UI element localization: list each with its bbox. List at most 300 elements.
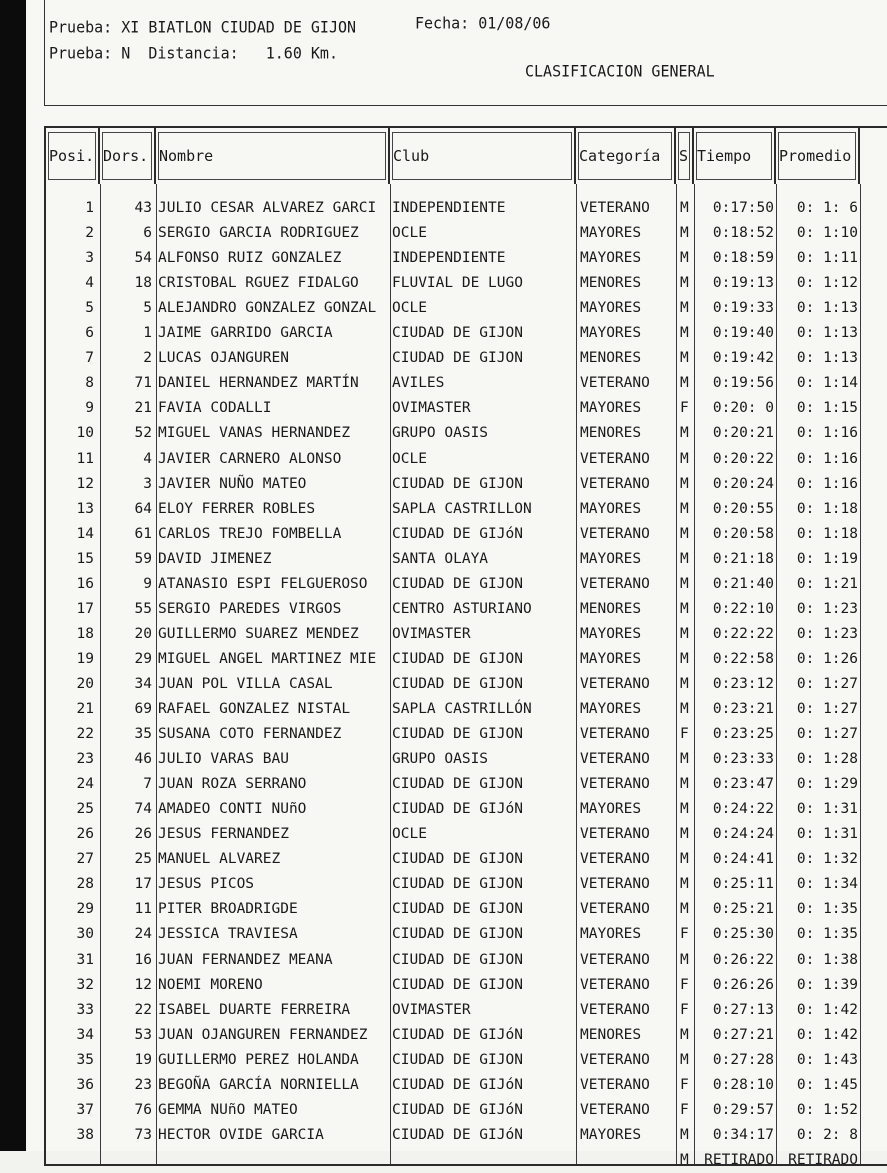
cell-promedio: 0: 1:31: [796, 801, 858, 818]
cell-club: CIUDAD DE GIJON: [392, 475, 523, 492]
cell-posi: 31: [76, 951, 94, 968]
table-row: [46, 246, 887, 271]
cell-club: OCLE: [392, 826, 427, 843]
cell-tiempo: 0:22:22: [712, 625, 774, 642]
cell-categoria: VETERANO: [580, 1051, 650, 1068]
table-row: [46, 747, 887, 772]
cell-club: [392, 1148, 576, 1173]
cell-sexo: F: [680, 1001, 689, 1018]
cell-posi: 17: [76, 600, 94, 617]
cell-nombre: ISABEL DUARTE FERREIRA: [158, 1001, 351, 1018]
cell-nombre: SUSANA COTO FERNANDEZ: [158, 726, 342, 743]
cell-dors: 7: [143, 776, 152, 793]
cell-posi: 37: [76, 1101, 94, 1118]
cell-promedio: 0: 1:13: [796, 325, 858, 342]
cell-posi: 29: [76, 901, 94, 918]
cell-tiempo: 0:24:24: [712, 826, 774, 843]
cell-sexo: M: [680, 801, 689, 818]
cell-posi: 14: [76, 525, 94, 542]
col-dors: Dors.: [100, 128, 156, 184]
cell-sexo: M: [680, 200, 689, 216]
cell-sexo: F: [680, 400, 689, 417]
cell-club: CIUDAD DE GIJóN: [392, 1026, 523, 1043]
cell-dors: 55: [134, 600, 152, 617]
cell-nombre: DAVID JIMENEZ: [158, 550, 272, 567]
cell-nombre: AMADEO CONTI NUñO: [158, 801, 307, 818]
cell-dors: 34: [134, 675, 152, 692]
cell-promedio: 0: 1:18: [796, 500, 858, 517]
cell-dors: 74: [134, 801, 152, 818]
cell-tiempo: 0:20:55: [712, 500, 774, 517]
cell-posi: 6: [85, 325, 94, 342]
cell-posi: 18: [76, 625, 94, 642]
cell-club: CIUDAD DE GIJON: [392, 876, 523, 893]
cell-sexo: F: [680, 976, 689, 993]
cell-nombre: GEMMA NUñO MATEO: [158, 1101, 298, 1118]
cell-dors: 20: [134, 625, 152, 642]
cell-promedio: 0: 1:42: [796, 1026, 858, 1043]
cell-promedio: 0: 1:13: [796, 300, 858, 317]
cell-nombre: FAVIA CODALLI: [158, 400, 272, 417]
cell-nombre: JULIO CESAR ALVAREZ GARCI: [158, 200, 377, 216]
cell-promedio: RETIRADO: [788, 1151, 858, 1168]
cell-posi: 10: [76, 425, 94, 442]
cell-dors: 29: [134, 650, 152, 667]
cell-sexo: M: [680, 375, 689, 392]
cell-dors: 23: [134, 1076, 152, 1093]
cell-posi: 7: [85, 350, 94, 367]
cell-nombre: JESUS PICOS: [158, 876, 255, 893]
col-categoria: Categoría: [576, 128, 676, 184]
cell-club: INDEPENDIENTE: [392, 250, 506, 267]
table-row: [46, 547, 887, 572]
cell-sexo: F: [680, 1101, 689, 1118]
report-title: CLASIFICACION GENERAL: [525, 61, 715, 81]
cell-club: GRUPO OASIS: [392, 425, 489, 442]
event-date: Fecha: 01/08/06: [415, 13, 551, 33]
cell-sexo: M: [680, 650, 689, 667]
cell-posi: 28: [76, 876, 94, 893]
cell-promedio: 0: 1:10: [796, 225, 858, 242]
cell-sexo: M: [680, 876, 689, 893]
table-row: [46, 321, 887, 346]
cell-dors: 4: [143, 450, 152, 467]
cell-club: CIUDAD DE GIJóN: [392, 801, 523, 818]
table-row: [46, 597, 887, 622]
cell-promedio: 0: 1:23: [796, 600, 858, 617]
cell-tiempo: 0:19:33: [712, 300, 774, 317]
table-row: [46, 672, 887, 697]
table-row: [46, 998, 887, 1023]
cell-dors: [100, 1148, 152, 1173]
cell-posi: 30: [76, 926, 94, 943]
document-header: [44, 0, 887, 106]
cell-categoria: VETERANO: [580, 826, 650, 843]
cell-club: CIUDAD DE GIJON: [392, 851, 523, 868]
cell-sexo: M: [680, 1151, 689, 1168]
cell-club: CIUDAD DE GIJON: [392, 575, 523, 592]
table-row: [46, 1048, 887, 1073]
cell-tiempo: 0:22:10: [712, 600, 774, 617]
cell-nombre: JUAN POL VILLA CASAL: [158, 675, 333, 692]
cell-categoria: MAYORES: [580, 650, 642, 667]
cell-tiempo: 0:21:40: [712, 575, 774, 592]
cell-categoria: VETERANO: [580, 876, 650, 893]
table-row: [46, 697, 887, 722]
cell-categoria: MAYORES: [580, 300, 642, 317]
cell-sexo: M: [680, 701, 689, 717]
cell-sexo: M: [680, 350, 689, 367]
cell-sexo: M: [680, 450, 689, 467]
cell-promedio: 0: 1:38: [796, 951, 858, 968]
cell-categoria: VETERANO: [580, 776, 650, 793]
cell-dors: 54: [134, 250, 152, 267]
cell-dors: 73: [134, 1126, 152, 1143]
cell-club: SAPLA CASTRILLÓN: [392, 701, 532, 717]
table-row: [46, 296, 887, 321]
cell-dors: 16: [134, 951, 152, 968]
table-row: [46, 897, 887, 922]
cell-categoria: VETERANO: [580, 726, 650, 743]
cell-categoria: MENORES: [580, 350, 642, 367]
col-nombre: Nombre: [156, 128, 390, 184]
cell-club: OVIMASTER: [392, 625, 471, 642]
cell-nombre: ALEJANDRO GONZALEZ GONZAL: [158, 300, 377, 317]
cell-categoria: VETERANO: [580, 575, 650, 592]
table-row: [46, 822, 887, 847]
cell-club: CIUDAD DE GIJóN: [392, 1076, 523, 1093]
table-row: [46, 722, 887, 747]
table-row: [46, 922, 887, 947]
cell-nombre: ATANASIO ESPI FELGUEROSO: [158, 575, 368, 592]
cell-promedio: 0: 1:12: [796, 275, 858, 292]
cell-categoria: VETERANO: [580, 450, 650, 467]
cell-categoria: VETERANO: [580, 375, 650, 392]
cell-posi: 9: [85, 400, 94, 417]
cell-club: CIUDAD DE GIJON: [392, 976, 523, 993]
cell-categoria: MAYORES: [580, 801, 642, 818]
cell-sexo: M: [680, 525, 689, 542]
cell-posi: 23: [76, 751, 94, 768]
cell-posi: 2: [85, 225, 94, 242]
cell-club: SAPLA CASTRILLON: [392, 500, 532, 517]
cell-posi: 16: [76, 575, 94, 592]
cell-sexo: F: [680, 726, 689, 743]
cell-nombre: JUAN OJANGUREN FERNANDEZ: [158, 1026, 368, 1043]
table-row: [46, 973, 887, 998]
cell-dors: 1: [143, 325, 152, 342]
cell-tiempo: 0:25:11: [712, 876, 774, 893]
cell-sexo: M: [680, 776, 689, 793]
table-row: [46, 1123, 887, 1148]
cell-nombre: GUILLERMO PEREZ HOLANDA: [158, 1051, 359, 1068]
cell-promedio: 0: 1:14: [796, 375, 858, 392]
cell-nombre: PITER BROADRIGDE: [158, 901, 298, 918]
cell-posi: 13: [76, 500, 94, 517]
scan-edge: [0, 0, 26, 1151]
cell-tiempo: 0:23:33: [712, 751, 774, 768]
cell-sexo: M: [680, 300, 689, 317]
cell-sexo: M: [680, 575, 689, 592]
cell-club: CIUDAD DE GIJON: [392, 776, 523, 793]
cell-dors: 43: [134, 200, 152, 216]
event-name: Prueba: XI BIATLON CIUDAD DE GIJON: [49, 17, 357, 37]
cell-tiempo: 0:20: 0: [712, 400, 774, 417]
cell-promedio: 0: 1:16: [796, 475, 858, 492]
cell-categoria: MAYORES: [580, 225, 642, 242]
cell-sexo: F: [680, 926, 689, 943]
cell-nombre: RAFAEL GONZALEZ NISTAL: [158, 701, 351, 717]
cell-categoria: MAYORES: [580, 550, 642, 567]
cell-sexo: M: [680, 751, 689, 768]
table-row: [46, 647, 887, 672]
col-posi: Posi.: [46, 128, 100, 184]
cell-dors: 2: [143, 350, 152, 367]
cell-nombre: LUCAS OJANGUREN: [158, 350, 289, 367]
cell-tiempo: 0:22:58: [712, 650, 774, 667]
cell-nombre: HECTOR OVIDE GARCIA: [158, 1126, 324, 1143]
cell-promedio: 0: 1:19: [796, 550, 858, 567]
cell-nombre: JUAN ROZA SERRANO: [158, 776, 307, 793]
cell-posi: 22: [76, 726, 94, 743]
cell-categoria: VETERANO: [580, 525, 650, 542]
cell-dors: 18: [134, 275, 152, 292]
cell-tiempo: 0:23:12: [712, 675, 774, 692]
cell-dors: 3: [143, 475, 152, 492]
cell-categoria: VETERANO: [580, 851, 650, 868]
table-row: [46, 1023, 887, 1048]
cell-tiempo: 0:23:47: [712, 776, 774, 793]
cell-club: CIUDAD DE GIJON: [392, 350, 523, 367]
cell-club: CIUDAD DE GIJON: [392, 951, 523, 968]
cell-sexo: M: [680, 1126, 689, 1143]
cell-nombre: MIGUEL VANAS HERNANDEZ: [158, 425, 351, 442]
cell-categoria: VETERANO: [580, 1001, 650, 1018]
cell-categoria: MAYORES: [580, 625, 642, 642]
cell-nombre: ELOY FERRER ROBLES: [158, 500, 316, 517]
cell-categoria: VETERANO: [580, 1076, 650, 1093]
cell-tiempo: 0:23:25: [712, 726, 774, 743]
table-row: [46, 421, 887, 446]
cell-club: CIUDAD DE GIJON: [392, 675, 523, 692]
cell-tiempo: 0:19:42: [712, 350, 774, 367]
cell-promedio: 0: 1:21: [796, 575, 858, 592]
cell-dors: 69: [134, 701, 152, 717]
cell-sexo: M: [680, 675, 689, 692]
cell-posi: 24: [76, 776, 94, 793]
cell-nombre: CRISTOBAL RGUEZ FIDALGO: [158, 275, 359, 292]
cell-sexo: M: [680, 625, 689, 642]
col-sexo: S: [676, 128, 694, 184]
cell-posi: 8: [85, 375, 94, 392]
cell-club: CIUDAD DE GIJóN: [392, 525, 523, 542]
cell-nombre: ALFONSO RUIZ GONZALEZ: [158, 250, 342, 267]
cell-nombre: SERGIO GARCIA RODRIGUEZ: [158, 225, 359, 242]
cell-tiempo: 0:23:21: [712, 701, 774, 717]
cell-tiempo: 0:27:28: [712, 1051, 774, 1068]
cell-tiempo: 0:20:24: [712, 475, 774, 492]
cell-categoria: MAYORES: [580, 701, 642, 717]
cell-nombre: MIGUEL ANGEL MARTINEZ MIE: [158, 650, 377, 667]
cell-sexo: M: [680, 500, 689, 517]
cell-promedio: 0: 1:11: [796, 250, 858, 267]
cell-categoria: MENORES: [580, 600, 642, 617]
cell-posi: 12: [76, 475, 94, 492]
cell-promedio: 0: 1:45: [796, 1076, 858, 1093]
table-row: [46, 472, 887, 497]
cell-nombre: JESSICA TRAVIESA: [158, 926, 298, 943]
cell-posi: 25: [76, 801, 94, 818]
cell-tiempo: 0:19:40: [712, 325, 774, 342]
cell-posi: 33: [76, 1001, 94, 1018]
cell-tiempo: 0:18:59: [712, 250, 774, 267]
event-distance: Prueba: N Distancia: 1.60 Km.: [49, 43, 338, 63]
cell-promedio: 0: 1:27: [796, 675, 858, 692]
cell-club: CIUDAD DE GIJóN: [392, 1101, 523, 1118]
cell-promedio: 0: 1:18: [796, 525, 858, 542]
table-header: [46, 128, 887, 184]
table-row: [46, 522, 887, 547]
cell-dors: 22: [134, 1001, 152, 1018]
cell-categoria: VETERANO: [580, 475, 650, 492]
cell-posi: 27: [76, 851, 94, 868]
cell-sexo: M: [680, 600, 689, 617]
cell-tiempo: 0:28:10: [712, 1076, 774, 1093]
cell-sexo: M: [680, 826, 689, 843]
cell-nombre: DANIEL HERNANDEZ MARTÍN: [158, 375, 359, 392]
cell-tiempo: 0:19:56: [712, 375, 774, 392]
cell-nombre: [158, 1148, 390, 1173]
cell-posi: [46, 1148, 94, 1173]
cell-dors: 9: [143, 575, 152, 592]
cell-sexo: M: [680, 1051, 689, 1068]
table-row: [46, 772, 887, 797]
cell-nombre: JULIO VARAS BAU: [158, 751, 289, 768]
cell-sexo: M: [680, 425, 689, 442]
table-row: [46, 622, 887, 647]
cell-promedio: 0: 1:28: [796, 751, 858, 768]
cell-posi: 20: [76, 675, 94, 692]
cell-categoria: VETERANO: [580, 976, 650, 993]
table-row: [46, 396, 887, 421]
table-row: [46, 221, 887, 246]
cell-posi: 34: [76, 1026, 94, 1043]
cell-tiempo: 0:27:13: [712, 1001, 774, 1018]
cell-posi: 21: [76, 701, 94, 717]
cell-dors: 46: [134, 751, 152, 768]
cell-categoria: MENORES: [580, 1026, 642, 1043]
cell-dors: 76: [134, 1101, 152, 1118]
cell-posi: 26: [76, 826, 94, 843]
col-promedio: Promedio: [776, 128, 860, 184]
cell-club: CIUDAD DE GIJON: [392, 726, 523, 743]
cell-posi: 11: [76, 450, 94, 467]
table-row: [46, 196, 887, 221]
cell-posi: 3: [85, 250, 94, 267]
cell-club: OCLE: [392, 225, 427, 242]
cell-promedio: 0: 1:23: [796, 625, 858, 642]
cell-tiempo: 0:29:57: [712, 1101, 774, 1118]
cell-club: CIUDAD DE GIJóN: [392, 1126, 523, 1143]
cell-dors: 59: [134, 550, 152, 567]
cell-categoria: MENORES: [580, 275, 642, 292]
cell-promedio: 0: 1:27: [796, 726, 858, 743]
cell-posi: 15: [76, 550, 94, 567]
cell-tiempo: 0:21:18: [712, 550, 774, 567]
cell-promedio: 0: 1:16: [796, 425, 858, 442]
cell-categoria: MAYORES: [580, 325, 642, 342]
cell-tiempo: 0:20:22: [712, 450, 774, 467]
table-row: [46, 847, 887, 872]
results-table: [44, 126, 887, 1166]
cell-categoria: VETERANO: [580, 1101, 650, 1118]
cell-club: INDEPENDIENTE: [392, 200, 506, 216]
table-row: [46, 271, 887, 296]
cell-club: CIUDAD DE GIJON: [392, 325, 523, 342]
table-row: [46, 572, 887, 597]
cell-sexo: M: [680, 1026, 689, 1043]
cell-sexo: M: [680, 275, 689, 292]
table-row: [46, 1073, 887, 1098]
cell-dors: 19: [134, 1051, 152, 1068]
cell-sexo: M: [680, 475, 689, 492]
cell-club: OVIMASTER: [392, 400, 471, 417]
cell-tiempo: 0:20:21: [712, 425, 774, 442]
cell-posi: 36: [76, 1076, 94, 1093]
cell-tiempo: 0:24:22: [712, 801, 774, 818]
cell-tiempo: 0:24:41: [712, 851, 774, 868]
cell-nombre: GUILLERMO SUAREZ MENDEZ: [158, 625, 359, 642]
cell-categoria: VETERANO: [580, 901, 650, 918]
table-row: [46, 948, 887, 973]
cell-nombre: SERGIO PAREDES VIRGOS: [158, 600, 342, 617]
cell-dors: 26: [134, 826, 152, 843]
cell-nombre: JUAN FERNANDEZ MEANA: [158, 951, 333, 968]
cell-dors: 6: [143, 225, 152, 242]
cell-promedio: 0: 2: 8: [796, 1126, 858, 1143]
cell-tiempo: 0:25:21: [712, 901, 774, 918]
cell-tiempo: 0:20:58: [712, 525, 774, 542]
table-row: [46, 797, 887, 822]
cell-nombre: MANUEL ALVAREZ: [158, 851, 281, 868]
cell-dors: 12: [134, 976, 152, 993]
cell-dors: 35: [134, 726, 152, 743]
cell-sexo: F: [680, 1076, 689, 1093]
cell-club: OCLE: [392, 450, 427, 467]
cell-nombre: JAVIER NUÑO MATEO: [158, 475, 307, 492]
cell-tiempo: 0:26:26: [712, 976, 774, 993]
cell-categoria: MAYORES: [580, 400, 642, 417]
cell-promedio: 0: 1:43: [796, 1051, 858, 1068]
cell-club: GRUPO OASIS: [392, 751, 489, 768]
cell-tiempo: 0:17:50: [712, 200, 774, 216]
cell-categoria: VETERANO: [580, 951, 650, 968]
cell-categoria: VETERANO: [580, 751, 650, 768]
cell-nombre: JAIME GARRIDO GARCIA: [158, 325, 333, 342]
cell-club: CIUDAD DE GIJON: [392, 926, 523, 943]
cell-club: CIUDAD DE GIJON: [392, 901, 523, 918]
cell-nombre: NOEMI MORENO: [158, 976, 263, 993]
cell-categoria: MAYORES: [580, 1126, 642, 1143]
cell-promedio: 0: 1:26: [796, 650, 858, 667]
cell-posi: 32: [76, 976, 94, 993]
cell-sexo: M: [680, 550, 689, 567]
cell-nombre: CARLOS TREJO FOMBELLA: [158, 525, 342, 542]
cell-sexo: M: [680, 250, 689, 267]
cell-club: CENTRO ASTURIANO: [392, 600, 532, 617]
cell-tiempo: 0:18:52: [712, 225, 774, 242]
cell-nombre: JAVIER CARNERO ALONSO: [158, 450, 342, 467]
